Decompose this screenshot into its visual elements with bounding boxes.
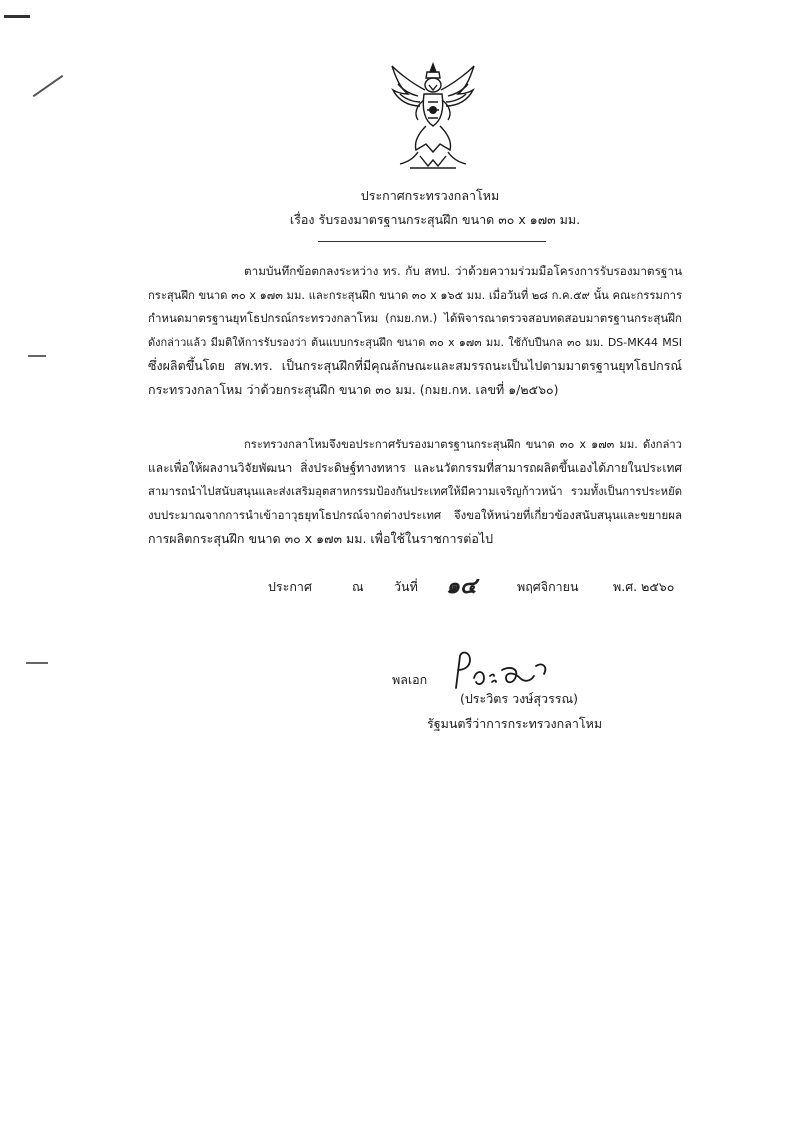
scan-artifact	[4, 15, 30, 18]
paragraph-line: กระทรวงกลาโหมจึงขอประกาศรับรองมาตรฐานกระสุนฝึก ขนาด ๓๐ x ๑๗๓ มม. ดังกล่าว	[244, 438, 682, 451]
scan-artifact	[28, 355, 46, 357]
garuda-emblem-icon	[388, 60, 478, 175]
paragraph-line: ตามบันทึกข้อตกลงระหว่าง ทร. กับ สทป. ว่าด้วยความร่วมมือโครงการรับรองมาตรฐาน	[244, 264, 682, 278]
paragraph-line: และเพื่อให้ผลงานวิจัยพัฒนา สิ่งประดิษฐ์ทางทหาร และนวัตกรรมที่สามารถผลิตขึ้นเองได้ภายในประเทศ	[148, 460, 682, 475]
signer-rank: พลเอก	[392, 672, 428, 687]
day-label: วันที่	[394, 579, 418, 594]
signer-position: รัฐมนตรีว่าการกระทรวงกลาโหม	[427, 716, 603, 731]
paragraph-line: ดังกล่าวแล้ว มีมติให้การรับรองว่า ต้นแบบกระสุนฝึก ขนาด ๓๐ x ๑๗๓ มม. ใช้กับปืนกล ๓๐ มม. DS-MK44 MSI	[148, 335, 682, 349]
paragraph-line: กำหนดมาตรฐานยุทโธปกรณ์กระทรวงกลาโหม (กมย.กห.) ได้พิจารณาตรวจสอบทดสอบมาตรฐานกระสุนฝึก	[148, 311, 682, 326]
paragraph-line: สามารถนำไปสนับสนุนและส่งเสริมอุตสาหกรรมป้องกันประเทศให้มีความเจริญก้าวหน้า รวมทั้งเป็นการประหยัด	[148, 485, 682, 499]
announced-label: ประกาศ	[268, 579, 312, 594]
paragraph-line: กระสุนฝึก ขนาด ๓๐ x ๑๗๓ มม. และกระสุนฝึก ขนาด ๓๐ x ๑๖๕ มม. เมื่อวันที่ ๒๘ ก.ค.๕๙ นั้น คณะกรรมการ	[148, 288, 682, 302]
header-divider	[318, 241, 546, 242]
body-paragraph-2	[148, 433, 682, 551]
document-title: ประกาศกระทรวงกลาโหม	[360, 188, 500, 203]
year-value: พ.ศ. ๒๕๖๐	[613, 579, 675, 594]
paragraph-line: งบประมาณจากการนำเข้าอาวุธยุทโธปกรณ์จากต่างประเทศ จึงขอให้หน่วยที่เกี่ยวข้องสนับสนุนและขยายผล	[148, 507, 682, 522]
paragraph-line: กระทรวงกลาโหม ว่าด้วยกระสุนฝึก ขนาด ๓๐ มม. (กมย.กห. เลขที่ ๑/๒๕๖๐)	[148, 381, 559, 397]
day-value-handwritten: ๑๔	[446, 573, 477, 599]
paragraph-line: ซึ่งผลิตขึ้นโดย สพ.ทร. เป็นกระสุนฝึกที่มีคุณลักษณะและสมรรถนะเป็นไปตามมาตรฐานยุทโธปกรณ์	[148, 358, 682, 374]
body-paragraph-1	[148, 260, 682, 402]
at-label: ณ	[352, 579, 364, 594]
document-subject: เรื่อง รับรองมาตรฐานกระสุนฝึก ขนาด ๓๐ x ๑๗๓ มม.	[289, 212, 581, 227]
signer-name: (ประวิตร วงษ์สุวรรณ)	[460, 691, 578, 706]
month-value: พฤศจิกายน	[517, 579, 579, 594]
scan-artifact	[33, 75, 64, 97]
scan-artifact	[26, 662, 48, 664]
paragraph-line: การผลิตกระสุนฝึก ขนาด ๓๐ x ๑๗๓ มม. เพื่อใช้ในราชการต่อไป	[148, 531, 494, 547]
